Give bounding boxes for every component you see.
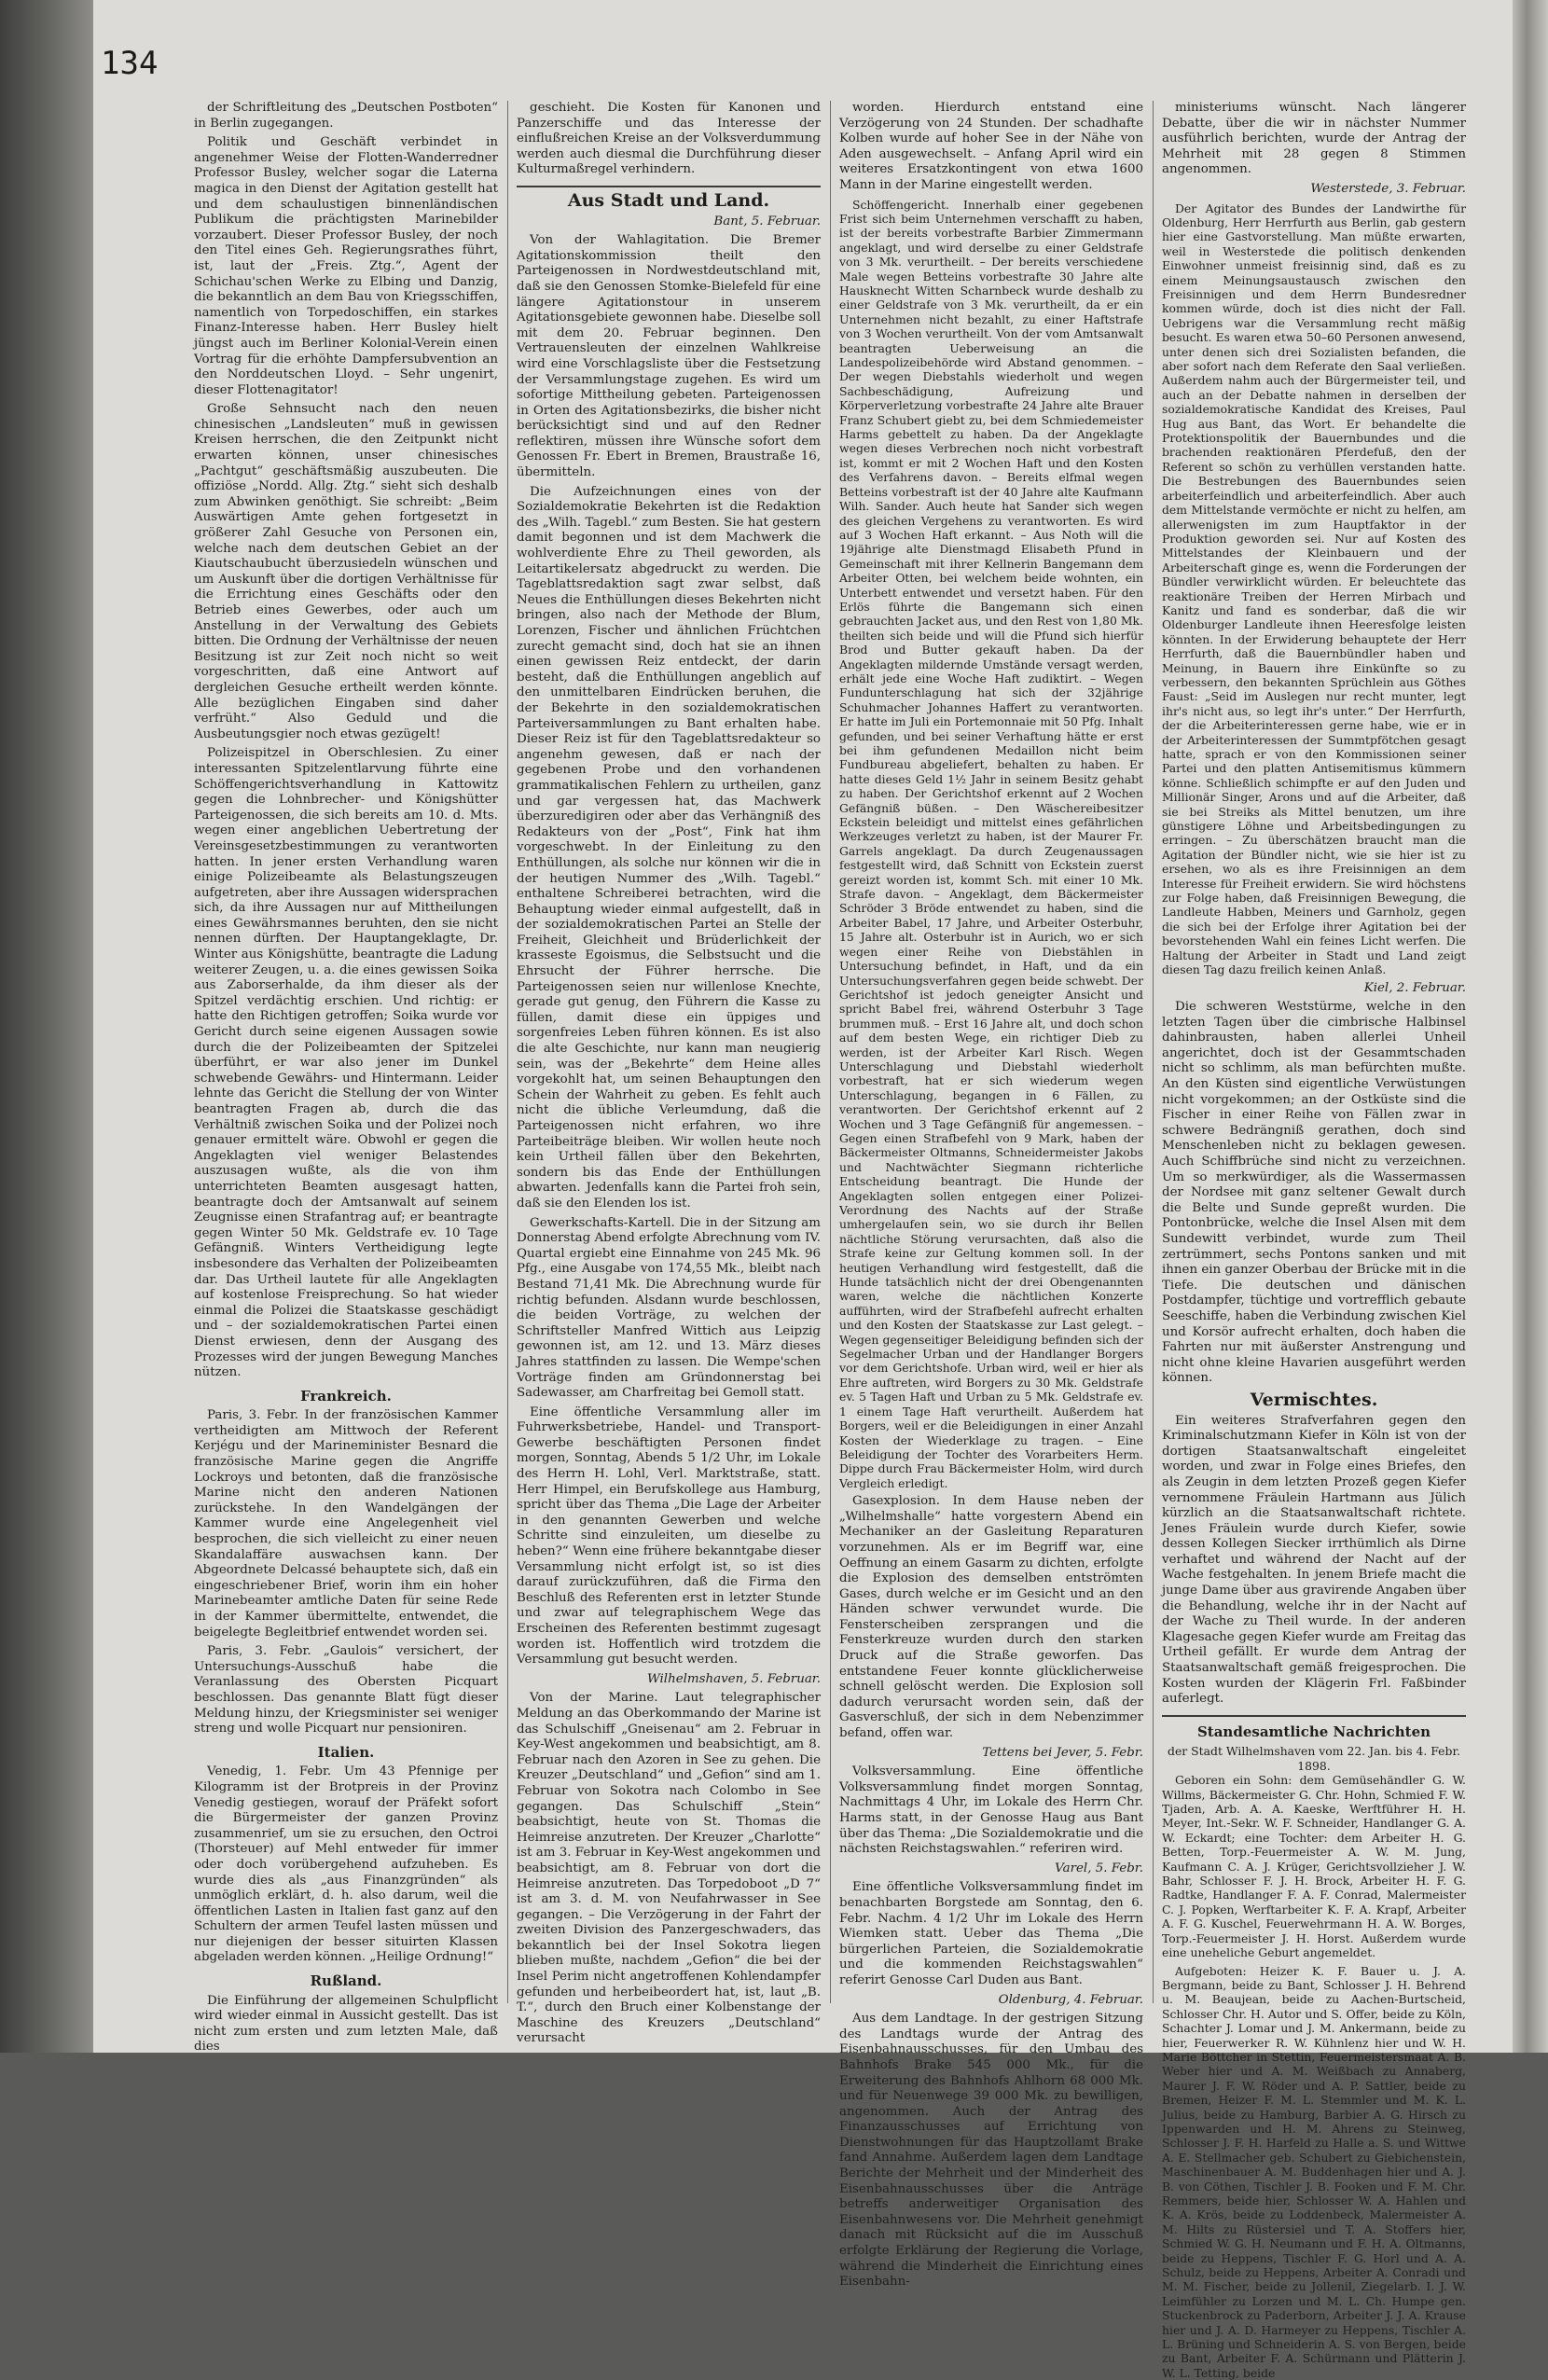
article-text: geschieht. Die Kosten für Kanonen und Panzerschiffe und das Interesse der einflußreichen Kreise an der Volksverdummung werden auch diesmal die Durchführung dieser Kulturmaßregel verhindern. <box>517 101 821 178</box>
page-number: 134 <box>101 45 158 82</box>
column-2 <box>517 101 821 2003</box>
article-venedig: Venedig, 1. Febr. Um 43 Pfennige per Kilogramm ist der Brotpreis in der Provinz Venedig gestiegen, worauf der Präfekt sofort die Bürgermeister der ganzen Provinz zusammenrief, um sie zu ersuchen, den Octroi (Thorsteuer) auf Mehl entweder für immer oder doch vorübergehend aufzuheben. Es wurde dies als „aus Finanzgründen“ als unmöglich erklärt, d. h. also darum, weil die öffentlichen Lasten in Italien fast ganz auf den Schultern der armen Teufel lasten müssen und nur diejenigen der besser situirten Klassen abgeladen werden können. „Heilige Ordnung!“ <box>194 1764 498 1966</box>
article-borgstede: Eine öffentliche Volksversammlung findet im benachbarten Borgstede am Sonntag, den 6. Febr. Nachm. 4 1/2 Uhr im Lokale des Herrn Wiemken statt. Ueber das Thema „Die bürgerlichen Parteien, die Sozialdemokratie und die kommenden Reichstagswahlen“ referirt Genosse Carl Duden aus Bant. <box>839 1880 1143 1988</box>
article-schulpflicht: Die Einführung der allgemeinen Schulpflicht wird wieder einmal in Aussicht gestellt. Das ist nicht zum ersten und zum letzten Male, daß dies <box>194 1994 498 2055</box>
article-text: der Schriftleitung des „Deutschen Postboten“ in Berlin zugegangen. <box>194 101 498 131</box>
dateline-tettens: Tettens bei Jever, 5. Febr. <box>839 1746 1143 1762</box>
article-text: worden. Hierdurch entstand eine Verzögerung von 24 Stunden. Der schadhafte Kolben wurde auf hoher See in der Nähe von Aden ausgewechselt. – Anfang April wird ein weiteres Ersatzkontingent von etwa 1600 Mann in der Marine eingestellt werden. <box>839 101 1143 194</box>
article-paris-2: Paris, 3. Febr. „Gaulois“ versichert, der Untersuchungs-Ausschuß habe die Veranlassung des Obersten Picquart beschlossen. Das genannte Blatt fügt dieser Meldung hinzu, der Kriegsminister sei weniger streng und wolle Picquart nur pensioniren. <box>194 1644 498 1737</box>
dateline-bant: Bant, 5. Februar. <box>517 214 821 230</box>
standesamt-subtitle: der Stadt Wilhelmshaven vom 22. Jan. bis 4. Febr. 1898. <box>1162 1744 1466 1773</box>
article-aufgeboten: Aufgeboten: Heizer K. F. Bauer u. J. A. Bergmann, beide zu Bant, Schlosser J. H. Behrend u. M. Beaujean, beide zu Aachen-Burtscheid, Schlosser Chr. H. Autor und S. Offer, beide zu Köln, Schachter J. Lomar und J. M. Ankermann, beide zu hier, Feuerwerker R. W. Kühnlenz hier und W. H. Marie Böttcher in Stettin, Feuermeistersmaat A. B. Weber hier und A. M. Weißbach zu Annaberg, Maurer J. F. W. Röder und A. P. Sattler, beide zu Bremen, Heizer F. M. L. Stemmler und M. K. L. Julius, beide zu Hamburg, Barbier A. G. Hirsch zu Ippenwarden und H. M. Ahrens zu Steinweg, Schlosser J. F. H. Harfeld zu Halle a. S. und Wittwe A. E. Stellmacher geb. Schubert zu Giebichenstein, Maschinenbauer A. M. Buddenhagen hier und A. J. B. von Cöthen, Tischler J. B. Fooken und F. M. Chr. Remmers, beide hier, Schlosser W. A. Hahlen und K. A. Krös, beide zu Loddenbeck, Malermeister A. M. Hilts zu Rüstersiel und T. A. Stoffers hier, Schmied W. G. H. Neumann und F. H. A. Oltmanns, beide zu Heppens, Tischler F. G. Horl und A. A. Schulz, beide zu Heppens, Arbeiter A. Conradi und M. M. Fischer, beide zu Jollenil, Ziegelarb. I. J. W. Leimfühler zu Lorzen und M. L. Ch. Humpe gen. Stuckenbrock zu Paderborn, Arbeiter J. J. A. Krause hier und J. A. D. Harmeyer zu Heppens, Tischler A. L. Brüning und Schneiderin A. S. von Bergen, beide zu Bant, Arbeiter F. A. Schürmann und Plätterin J. W. L. Tetting, beide <box>1162 1964 1466 2380</box>
section-heading-frankreich: Frankreich. <box>194 1389 498 1404</box>
section-heading-standesamt: Standesamtliche Nachrichten <box>1162 1724 1466 1740</box>
section-heading-italien: Italien. <box>194 1745 498 1761</box>
column-rule <box>1153 101 1154 2003</box>
section-heading-vermischtes: Vermischtes. <box>1162 1392 1466 1408</box>
column-3 <box>839 101 1143 2003</box>
section-heading-stadt-und-land: Aus Stadt und Land. <box>517 193 821 209</box>
dateline-westerstede: Westerstede, 3. Februar. <box>1162 182 1466 198</box>
article-agitator: Der Agitator des Bundes der Landwirthe für Oldenburg, Herr Herrfurth aus Berlin, gab gestern hier eine Gastvorstellung. Man müßte erwarten, weil in Westerstede die politisch denkenden Einwohner unmeist freisinnig sind, daß es zu einem Meinungsaustausch zwischen den Freisinnigen und dem Herrn Bundesredner kommen würde, doch ist dies nicht der Fall. Uebrigens war die Versammlung recht mäßig besucht. Es waren etwa 50–60 Personen anwesend, unter denen sich drei Sozialisten befanden, die aber sofort nach dem Referate den Saal verließen. Außerdem nahm auch der Bürgermeister teil, und auch an der Debatte nahmen in derselben der sozialdemokratische Kandidat des Kreises, Paul Hug aus Bant, das Wort. Er behandelte die Protektionspolitik der Bauernbundes und die brachenden reaktionären Pferdefuß, den der Referent so schön zu verhüllen verstanden hatte. Die Bestrebungen des Bauernbundes seien arbeiterfeindlich und arbeiterfeindlich. Aber auch dem Mittelstande vermöchte er nicht zu helfen, am allerwenigsten im zum Hauptfaktor in der Produktion geworden sei. Nur auf Kosten des Mittelstandes der Kleinbauern und der Arbeiterschaft ginge es, wenn die Forderungen der Bündler verwirklicht würden. Er beleuchtete das reaktionäre Treiben der Herren Mirbach und Kanitz und fand es sonderbar, daß die wir Oldenburger Landleute ihnen Heeresfolge leisten könnten. In der Erwiderung behauptete der Herr Herrfurth, daß die Bauernbündler haben und Meinung, in Bauern ihre Einkünfte so zu verbessern, den bekannten Sprüchlein aus Göthes Faust: „Seid im Auslegen nur recht munter, legt ihr's nicht aus, so legt ihr's unter.“ Der Herrfurth, der die Arbeiterinteressen gerne habe, wie er in der Arbeiterinteressen der Summtpfötchen gesagt hatte, sprach er von den Kommissionen seiner Partei und den platten Antisemitismus kümmern könne. Schließlich schimpfte er auf den Juden und Millionär Singer, Arons und auf die Arbeiter, daß sie bei Streiks als Mittel benutzen, um ihre günstigere Löhne und Arbeitsbedingungen zu erringen. – Zu überschätzen braucht man die Agitation der Bündler nicht, wie sie hier ist zu ersehen, wo als es ihre Freisinnigen an dem Interesse für Freiheit erwidern. Sie wird höchstens zur Folge haben, daß Freisinnigen Bewegung, die Landleute Habben, Meiners und Garnholz, gegen die sich bei der Erfolge ihrer Agitation bei der bevorstehenden Wahl ein feines Licht werfen. Die Haltung der Arbeiter in Stadt und Land zeigt diesen Tag dazu freilich keinen Anlaß. <box>1162 201 1466 977</box>
article-wahlagitation: Von der Wahlagitation. Die Bremer Agitationskommission theilt den Parteigenossen in Nordwestdeutschland mit, daß sie den Genossen Stomke-Bielefeld für eine längere Agitationstour in unserem Agitationsgebiete gewonnen habe. Dieselbe soll mit dem 20. Februar beginnen. Den Vertrauensleuten der einzelnen Wahlkreise wird eine Vorschlagsliste über die Festsetzung der Versammlungstage zugehen. Es wird um sofortige Mittheilung gebeten. Parteigenossen in Orten des Agitationsbezirks, die bisher nicht berücksichtigt sind und auf den Redner reflektiren, müssen ihre Wünsche sofort dem Genossen Fr. Ebert in Bremen, Braustraße 16, übermitteln. <box>517 233 821 481</box>
column-rule <box>830 101 831 2003</box>
column-1 <box>194 101 498 2003</box>
dateline-kiel: Kiel, 2. Februar. <box>1162 981 1466 997</box>
column-rule <box>507 101 508 2003</box>
column-4 <box>1162 101 1466 2003</box>
dateline-varel: Varel, 5. Febr. <box>839 1861 1143 1877</box>
article-flottenagitator: Politik und Geschäft verbindet in angenehmer Weise der Flotten-Wanderredner Professor Busley, welcher sogar die Laterna magica in den Dienst der Agitation gestellt hat und dem schaulustigen binnenländischen Publikum die prächtigsten Marinebilder vorzaubert. Dieser Professor Busley, der noch den Titel eines Geh. Regierungsrathes führt, ist, laut der „Freis. Ztg.“, Agent der Schichau'schen Werke zu Elbing und Danzig, die bekanntlich an dem Bau von Kriegsschiffen, namentlich von Torpedoschiffen, ein starkes Finanz-Interesse haben. Herr Busley hielt jüngst auch im Berliner Kolonial-Verein einen Vortrag für die erhöhte Dampfersubvention an den Norddeutschen Lloyd. – Sehr ungenirt, dieser Flottenagitator! <box>194 135 498 398</box>
article-bekehrter: Die Aufzeichnungen eines von der Sozialdemokratie Bekehrten ist die Redaktion des „Wilh. Tagebl.“ zum Besten. Sie hat gestern damit begonnen und ist dem Machwerk die wohlverdiente Ehre zu Theil geworden, als Leitartikelersatz abgedruckt zu werden. Die Tageblattsredaktion sagt zwar selbst, daß Neues die Enthüllungen dieses Bekehrten nicht bringen, also nach der Methode der Blum, Lorenzen, Fischer und ähnlichen Früchtchen zurecht gemacht sind, doch hat sie an ihnen einen gewissen Reiz entdeckt, der darin besteht, daß die Enthüllungen angeblich auf den unmittelbaren Eindrücken beruhen, die der Bekehrte in den sozialdemokratischen Parteiversammlungen zu Bant erhalten habe. Dieser Reiz ist für den Tageblattsredakteur so angenehm gewesen, daß er nach der gegebenen Probe und den vorhandenen grammatikalischen Fehlern zu urtheilen, ganz und gar vergessen hat, das Machwerk überzuredigiren oder aber das Verhängniß des Redakteurs von der „Post“, Fink hat ihm vorgeschwebt. In der Einleitung zu den Enthüllungen, als solche nur können wir die in der heutigen Nummer des „Wilh. Tagebl.“ enthaltene Schreiberei betrachten, wird die Behauptung wieder einmal aufgestellt, daß in der sozialdemokratischen Partei an Stelle der Freiheit, Gleichheit und Brüderlichkeit der krasseste Egoismus, die Selbstsucht und die Ehrsucht der Führer herrsche. Die Parteigenossen seien nur willenlose Knechte, gerade gut genug, den Führern die Kasse zu füllen, damit diese ein üppiges und sorgenfreies Leben führen können. Es ist also die alte Geschichte, nur kann man neugierig sein, was der „Bekehrte“ dem Heine alles vorgekohlt hat, um seinen Behauptungen den Schein der Wahrheit zu geben. Es fehlt auch nicht die übliche Verleumdung, daß die Parteigenossen nicht erfahren, wo ihre Parteibeiträge bleiben. Wir wollen heute noch kein Urtheil fällen über den Bekehrten, sondern bis das Ende der Enthüllungen abwarten. Jedenfalls kann die Partei froh sein, daß sie den Elenden los ist. <box>517 485 821 1212</box>
article-kiefer: Ein weiteres Strafverfahren gegen den Kriminalschutzmann Kiefer in Köln ist von der dortigen Staatsanwaltschaft eingeleitet worden, und zwar in Folge eines Briefes, den als Zeugin in dem letzten Prozeß gegen Kiefer vernommene Fräulein Hartmann aus Jülich kürzlich an die Staatsanwaltschaft richtete. Jenes Fräulein wurde durch Kiefer, sowie dessen Kollegen Siecker irrthümlich als Dirne verhaftet und während der Nacht auf der Wache festgehalten. In jenem Briefe macht die junge Dame über aus gravirende Angaben über die Behandlung, welche ihr in der Nacht auf der Wache zu Theil wurde. In der anderen Klagesache gegen Kiefer wurde am Freitag das Urtheil gefällt. Er wurde dem Antrag der Staatsanwaltschaft gemäß freigesprochen. Die Kosten wurden der Klägerin Frl. Faßbinder auferlegt. <box>1162 1414 1466 1708</box>
section-heading-russland: Rußland. <box>194 1973 498 1989</box>
article-gasexplosion: Gasexplosion. In dem Hause neben der „Wilhelmshalle“ hatte vorgestern Abend ein Mechaniker an der Gasleitung Reparaturen vorzunehmen. Als er im Begriff war, eine Oeffnung an einem Gasarm zu dichten, erfolgte die Explosion des demselben entströmten Gases, durch welche er im Gesicht und an den Händen schwer verwundet wurde. Die Fensterscheiben zersprangen und die Fensterkreuze wurden durch den starken Druck auf die Straße geworfen. Das entstandene Feuer konnte glücklicherweise schnell gelöscht werden. Die Explosion soll dadurch verursacht worden sein, daß der Gasverschluß, der sich in dem Nebenzimmer befand, offen war. <box>839 1494 1143 1742</box>
book-spine-shadow <box>0 0 93 2053</box>
article-geboren: Geboren ein Sohn: dem Gemüsehändler G. W. Willms, Bäckermeister G. Chr. Hohn, Schmied F. W. Tjaden, Arb. A. A. Kaeske, Werftführer H. H. Meyer, Int.-Sekr. W. F. Schneider, Handlanger G. A. W. Eckardt; eine Tochter: dem Arbeiter H. G. Betten, Torp.-Feuermeister A. W. M. Jung, Kaufmann C. A. J. Krüger, Gerichtsvollzieher J. W. Bahr, Schlosser F. J. H. Brock, Arbeiter H. F. G. Radtke, Handlanger F. A. F. Conrad, Malermeister C. J. Popken, Werftarbeiter K. F. A. Krapf, Arbeiter A. F. G. Kuschel, Feuerwehrmann H. A. W. Borges, Torp.-Feuermeister J. H. Horst. Außerdem wurde eine uneheliche Geburt angemeldet. <box>1162 1773 1466 1959</box>
article-text: ministeriums wünscht. Nach längerer Debatte, über die wir in nächster Nummer ausführlich berichten, wurde der Antrag der Mehrheit mit 28 gegen 8 Stimmen angenommen. <box>1162 101 1466 178</box>
article-landtag: Aus dem Landtage. In der gestrigen Sitzung des Landtags wurde der Antrag des Eisenbahnausschusses, für den Umbau des Bahnhofs Brake 545 000 Mk., für die Erweiterung des Bahnhofs Ahlhorn 68 000 Mk. und für Neuenwege 39 000 Mk. zu bewilligen, angenommen. Auch der Antrag des Finanzausschusses auf Errichtung von Dienstwohnungen für das Hauptzollamt Brake fand Annahme. Außerdem lagen dem Landtage Berichte der Mehrheit und der Minderheit des Eisenbahnausschusses über die Anträge betreffs anderweitiger Organisation des Eisenbahnwesens vor. Die Mehrheit genehmigt danach mit Rücksicht auf die im Ausschuß erfolgte Erklärung der Regierung die Vorlage, während die Minderheit die Einrichtung eines Eisenbahn- <box>839 2012 1143 2290</box>
article-versammlung: Eine öffentliche Versammlung aller im Fuhrwerksbetriebe, Handel- und Transport-Gewerbe beschäftigten Personen findet morgen, Sonntag, Abends 5 1/2 Uhr, im Lokale des Herrn H. Lohl, Verl. Marktstraße, statt. Herr Himpel, ein Berufskollege aus Hamburg, spricht über das Thema „Die Lage der Arbeiter in den genannten Gewerben und welche Schritte sind einzuleiten, um dieselbe zu heben?“ Wenn eine frühere bekanntgabe dieser Versammlung nicht erfolgt ist, so ist dies darauf zurückzuführen, daß die Firma den Beschluß des Referenten erst in letzter Stunde und zwar auf telegraphischem Wege das Erscheinen des Referenten bestimmt zugesagt worden ist. Hoffentlich wird trotzdem die Versammlung gut besucht werden. <box>517 1405 821 1668</box>
article-marine: Von der Marine. Laut telegraphischer Meldung an das Oberkommando der Marine ist das Schulschiff „Gneisenau“ am 2. Februar in Key-West angekommen und beabsichtigt, am 8. Februar nach den Azoren in See zu gehen. Die Kreuzer „Deutschland“ und „Gefion“ sind am 1. Februar von Sokotra nach Colombo in See gegangen. Das Schulschiff „Stein“ beabsichtigt, heute von St. Thomas die Heimreise anzutreten. Der Kreuzer „Charlotte“ ist am 3. Februar in Key-West angekommen und beabsichtigt, am 8. Februar von dort die Heimreise anzutreten. Das Torpedoboot „D 7“ ist am 3. d. M. von Neufahrwasser in See gegangen. – Die Verzögerung in der Fahrt der zweiten Division des Panzergeschwaders, das bekanntlich bei der Insel Sokotra liegen blieben mußte, nachdem „Gefion“ die bei der Insel Perim nicht angetroffenen Kohlendampfer gefunden und herbeibeordert hat, ist, laut „B. T.“, durch den Bruch einer Kolbenstange der Maschine des Kreuzers „Deutschland“ verursacht <box>517 1691 821 2047</box>
article-gewerkschafts-kartell: Gewerkschafts-Kartell. Die in der Sitzung am Donnerstag Abend erfolgte Abrechnung vom IV. Quartal ergiebt eine Einnahme von 245 Mk. 96 Pfg., eine Ausgabe von 174,55 Mk., bleibt nach Bestand 71,41 Mk. Die Abrechnung wurde für richtig befunden. Alsdann wurde beschlossen, die beiden Vorträge, zu welchen der Schriftsteller Manfred Wittich aus Leipzig gewonnen ist, am 12. und 13. März dieses Jahres stattfinden zu lassen. Die Wempe'schen Vorträge finden am Gründonnerstag bei Sadewasser, am Charfreitag bei Gemoll statt. <box>517 1216 821 1402</box>
article-weststuerme: Die schweren Weststürme, welche in den letzten Tagen über die cimbrische Halbinsel dahinbrausten, haben allerlei Unheil angerichtet, doch ist der Gesammtschaden nicht so schlimm, als man befürchten mußte. An den Küsten sind eigentliche Verwüstungen nicht vorgekommen; an der Ostküste sind die Fischer in einer Reihe von Fällen zwar in schwere Bedrängniß gerathen, doch sind Menschenleben nicht zu beklagen gewesen. Auch Schiffbrüche sind nicht zu verzeichnen. Um so merkwürdiger, als die Wassermassen der Nordsee mit ganz seltener Gewalt durch die Belte und Sunde gepreßt wurden. Die Pontonbrücke, welche die Insel Alsen mit dem Sundewitt verbindet, wurde zum Theil zertrümmert, sechs Pontons sanken und mit ihnen ein ganzer Oberbau der Brücke mit in die Tiefe. Die deutschen und dänischen Postdampfer, tüchtige und vortrefflich gebaute Seeschiffe, haben die Verbindung zwischen Kiel und Korsör aufrecht erhalten, doch haben die Fahrten nur mit äußerster Anstrengung und nicht ohne kleine Havarien ausgeführt werden können. <box>1162 1000 1466 1387</box>
article-paris-1: Paris, 3. Febr. In der französischen Kammer vertheidigten am Mittwoch der Referent Kerjégu und der Marineminister Besnard die französische Marine gegen die Angriffe Lockroys und betonten, daß die französische Marine nicht den anderen Nationen zurückstehe. In den Wandelgängen der Kammer wurde eine Angelegenheit viel besprochen, die sich vielleicht zu einer neuen Skandalaffäre auswachsen kann. Der Abgeordnete Delcassé behauptete sich, daß ein eingeschriebener Brief, worin ihm ein hoher Marinebeamter amtliche Daten für seine Rede in der Kammer übermittelte, entwendet, die beigelegte Begleitbrief entwendet worden sei. <box>194 1408 498 1640</box>
article-schoeffengericht: Schöffengericht. Innerhalb einer gegebenen Frist sich beim Unternehmen verschafft zu haben, ist der bereits vorbestrafte Barbier Zimmermann angeklagt, und wird derselbe zu einer Geldstrafe von 3 Mk. verurtheilt. – Der bereits verschiedene Male wegen Betteins vorbestrafte 30 Jahre alte Hausknecht Witten Scharnbeck wurde deshalb zu einer Geldstrafe von 3 Mk. verurtheilt, da er ein Unternehmen nicht bezahlt, zu einer Haftstrafe von 3 Wochen verurtheilt. Von der vom Amtsanwalt beantragten Ueberweisung an die Landespolizeibehörde wird Abstand genommen. – Der wegen Diebstahls wiederholt und wegen Sachbeschädigung, Aufreizung und Körperverletzung vorbestrafte 24 Jahre alte Brauer Franz Schubert giebt zu, bei dem Schmiedemeister Harms gebettelt zu haben. Da der Angeklagte wegen dieses Verbrechen noch nicht vorbestraft ist, kommt er mit 2 Wochen Haft und den Kosten des Verfahrens davon. – Bereits elfmal wegen Betteins vorbestraft ist der 40 Jahre alte Kaufmann Wilh. Sander. Auch heute hat Sander sich wegen des gleichen Vergehens zu verantworten. Es wird auf 3 Wochen Haft erkannt. – Aus Noth will die 19jährige alte Dienstmagd Elisabeth Pfund in Gemeinschaft mit ihrer Kellnerin Bangemann dem Arbeiter Otten, bei welchem beide wohnten, ein Unterbett entwendet und versetzt haben. Für den Erlös führte die Bangemann sich einen gebrauchten Jacket aus, und den Rest von 1,80 Mk. theilten sich beide und will die Pfund sich hierfür Brod und Butter gekauft haben. Da der Angeklagten mildernde Umstände versagt werden, erhält jede eine Woche Haft zudiktirt. – Wegen Fundunterschlagung hat sich der 32jährige Schuhmacher Johannes Haffert zu verantworten. Er hatte im Juli ein Portemonnaie mit 50 Pfg. Inhalt gefunden, und bei seiner Verhaftung hätte er erst bei ihm gefundenen Medaillon nicht beim Fundbureau abgeliefert, behalten zu haben. Er hatte dieses Geld 1½ Jahr in seinem Besitz gehabt zu haben. Der Gerichtshof erkennt auf 2 Wochen Gefängniß büßen. – Den Wäschereibesitzer Eckstein beleidigt und mittelst eines gefährlichen Werkzeuges verletzt zu haben, ist der Maurer Fr. Garrels angeklagt. Da durch Zeugenaussagen festgestellt wird, daß Schnitt von Eckstein zuerst gereizt worden ist, kommt Sch. mit einer 10 Mk. Strafe davon. – Angeklagt, dem Bäckermeister Schröder 3 Bröde entwendet zu haben, sind die Arbeiter Babel, 17 Jahre, und Arbeiter Osterbuhr, 15 Jahre alt. Osterbuhr ist in Aurich, wo er sich wegen einer Reihe von Diebstählen in Untersuchung befindet, in Haft, und da ein Untersuchungsverfahren gegen beide schwebt. Der Gerichtshof ist jedoch geneigter Ansicht und spricht Babel frei, während Osterbuhr 3 Tage brummen muß. – Erst 16 Jahre alt, und doch schon auf dem besten Wege, ein richtiger Dieb zu werden, ist der Arbeiter Karl Risch. Wegen Unterschlagung und Diebstahl wiederholt vorbestraft, hat er sich wiederum wegen Unterschlagung, begangen in 6 Fällen, zu verantworten. Der Gerichtshof erkennt auf 2 Wochen und 3 Tage Gefängniß für angemessen. – Gegen einen Strafbefehl von 9 Mark, haben der Bäckermeister Oltmanns, Schneidermeister Jakobs und Nachtwächter Siegmann richterliche Entscheidung beantragt. Die Hunde der Angeklagten sollen entgegen einer Polizei-Verordnung des Nachts auf der Straße umhergelaufen sein, wo sie durch ihr Bellen nächtliche Störung verursachten, daß also die Strafe keine zur Geltung kommen soll. In der heutigen Verhandlung wird festgestellt, daß die Hunde tatsächlich nicht der drei Obengenannten waren, welche die nächtlichen Konzerte aufführten, wird der Strafbefehl aufrecht erhalten und den Kosten der Staatskasse zur Last gelegt. – Wegen gegenseitiger Beleidigung befinden sich der Segelmacher Urban und der Handlanger Borgers vor dem Gerichtshofe. Urban wird, weil er hier als Ehre auftreten, wird Borgers zu 30 Mk. Geldstrafe ev. 5 Tagen Haft und Urban zu 5 Mk. Geldstrafe ev. 1 einem Tage Haft verurtheilt. Außerdem hat Borgers, weil er die Beleidigungen in einer Anzahl Kosten der Wiederklage zu tragen. – Eine Beleidigung der Tochter des Vorarbeiters Herm. Dippe durch Frau Bäckermeister Holm, wird durch Vergleich erledigt. <box>839 198 1143 1491</box>
page-right-edge <box>1513 0 1548 2053</box>
dateline-wilhelmshaven: Wilhelmshaven, 5. Februar. <box>517 1672 821 1688</box>
article-polizeispitzel: Polizeispitzel in Oberschlesien. Zu einer interessanten Spitzelentlarvung führte eine Schöffengerichtsverhandlung in Kattowitz gegen die Lohnbrecher- und Königshütter Parteigenossen, die sich bereits am 10. d. Mts. wegen einer angeblichen Uebertretung der Vereinsgesetzbestimmungen zu verantworten hatten. In jener ersten Verhandlung waren einige Polizeibeamte als Belastungszeugen aufgetreten, aber ihre Aussagen widersprachen sich, da ihre Aussagen nur auf Mittheilungen eines Gewährsmannes beruhten, den sie nicht nennen dürften. Der Hauptangeklagte, Dr. Winter aus Königshütte, beantragte die Ladung weiterer Zeugen, u. a. die eines gewissen Soika aus Zaborserhalde, da ihm dieser als der Spitzel verdächtig erschien. Und richtig: er hatte den Richtigen getroffen; Soika wurde vor Gericht durch seine eigenen Aussagen sowie durch die der Polizeibeamten der Spitzelei überführt, er war also jener im Dunkel schwebende Gewährs- und Hintermann. Leider lehnte das Gericht die Stellung der von Winter beantragten Fragen ab, durch die das Verhältniß zwischen Soika und der Polizei noch genauer ermittelt wäre. Obwohl er gegen die Angeklagten viel weniger Belastendes auszusagen wußte, als die von ihm unterrichteten Beamten ausgesagt hatten, beantragte doch der Amtsanwalt auf seinem Zeugnisse einen Strafantrag auf; er beantragte gegen Winter 50 Mk. Geldstrafe ev. 10 Tage Gefängniß. Winters Vertheidigung legte insbesondere das Verhalten der Polizeibeamten dar. Das Urtheil lautete für alle Angeklagten auf kostenlose Freisprechung. So hat wieder einmal die Polizei die Staatskasse geschädigt und – der sozialdemokratischen Partei einen Dienst erwiesen, denn der Ausgang des Prozesses wird der jungen Bewegung Manches nützen. <box>194 746 498 1380</box>
article-volksversammlung: Volksversammlung. Eine öffentliche Volksversammlung findet morgen Sonntag, Nachmittags 4 Uhr, im Lokale des Herrn Chr. Harms statt, in der Genosse Haug aus Bant über das Thema: „Die Sozialdemokratie und die nächsten Reichstagswahlen.“ referiren wird. <box>839 1764 1143 1858</box>
section-divider <box>1162 1715 1466 1717</box>
dateline-oldenburg: Oldenburg, 4. Februar. <box>839 1993 1143 2009</box>
section-divider <box>517 186 821 187</box>
article-kiautschou: Große Sehnsucht nach den neuen chinesischen „Landsleuten“ muß in gewissen Kreisen herrschen, die den Zeitpunkt nicht erwarten können, unser chinesisches „Pachtgut“ geschäftsmäßig auszubeuten. Die offiziöse „Nordd. Allg. Ztg.“ sieht sich deshalb zum Abwinken genöthigt. Sie schreibt: „Beim Auswärtigen Amte gehen fortgesetzt in größerer Zahl Gesuche von Personen ein, welche nach dem deutschen Gebiet an der Kiautschaubucht überzusiedeln wünschen und um Auskunft über die dortigen Verhältnisse für die Errichtung eines Geschäfts oder den Betrieb eines Gewerbes, oder auch um Anstellung in der Verwaltung des Gebiets bitten. Die Ordnung der Verhältnisse der neuen Besitzung ist zur Zeit noch nicht so weit vorgeschritten, daß eine Antwort auf dergleichen Gesuche ertheilt werden könnte. Alle bezüglichen Eingaben sind daher verfrüht.“ Also Geduld und die Ausbeutungsgier noch etwas gezügelt! <box>194 402 498 742</box>
